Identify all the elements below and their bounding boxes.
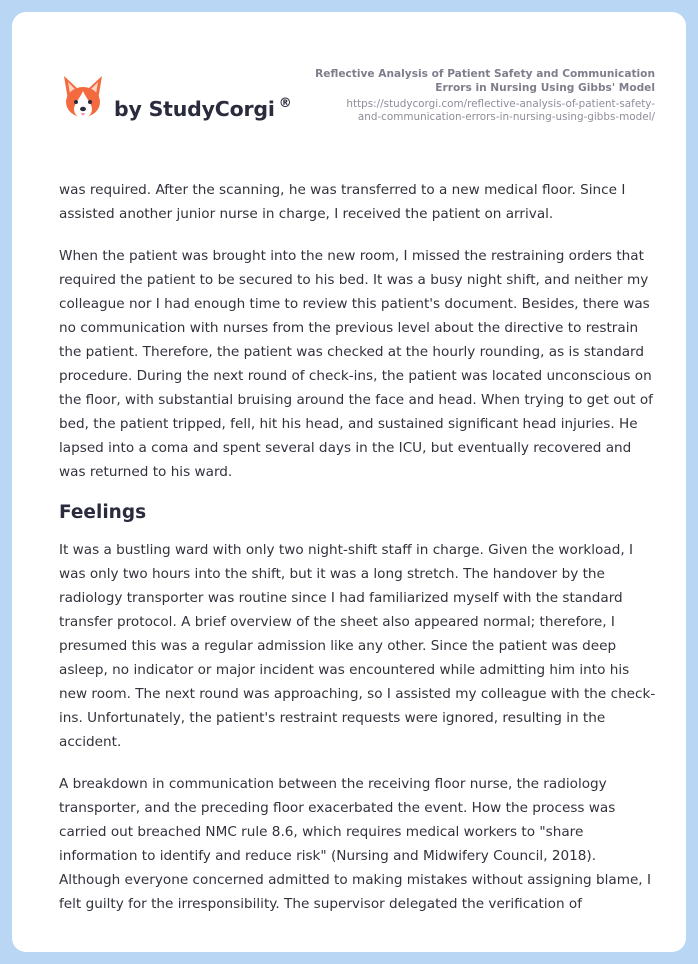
paragraph-3: It was a bustling ward with only two night-shift staff in charge. Given the workload, I was only two hours into the shift, but it was a long stretch. The handover by the radiology transporter was routine since I had familiarized myself with the standard transfer protocol. A brief overview of the sheet also appeared normal; therefore, I presumed this was a regular admission like any other. Since the patient was deep asleep, no indicator or major incident was encountered while admitting him into his new room. The next round was approaching, so I assisted my colleague with the check-ins. Unfortunately, the patient's restraint requests were ignored, resulting in the accident. [59, 542, 656, 750]
document-meta [295, 67, 655, 123]
studycorgi-logo[interactable] [60, 74, 310, 134]
paragraph-1: was required. After the scanning, he was transferred to a new medical floor. Since I assisted another junior nurse in charge, I received the patient on arrival. [59, 182, 626, 222]
paragraph-2: When the patient was brought into the new room, I missed the restraining orders that required the patient to be secured to his bed. It was a busy night shift, and neither my colleague nor I had enough time to review this patient's document. Besides, there was no communication with nurses from the previous level about the directive to restrain the patient. Therefore, the patient was checked at the hourly rounding, as is standard procedure. During the next round of check-ins, the patient was located unconscious on the floor, with substantial bruising around the face and head. When trying to get out of bed, the patient tripped, fell, hit his head, and sustained significant head injuries. He lapsed into a coma and spent several days in the ICU, but eventually recovered and was returned to his ward. [59, 248, 653, 480]
registered-mark: ® [278, 96, 292, 111]
document-url-line-1: https://studycorgi.com/reflective-analysis-of-patient-safety- [346, 98, 655, 110]
document-page [12, 12, 686, 952]
document-url-line-2: and-communication-errors-in-nursing-using-gibbs-model/ [357, 110, 655, 123]
paragraph-4: A breakdown in communication between the receiving floor nurse, the radiology transporter, and the preceding floor exacerbated the event. How the process was carried out breached NMC rule 8.6, which requires medical workers to "share information to identify and reduce risk" (Nursing and Midwifery Council, 2018). Although everyone concerned admitted to making mistakes without assigning blame, I felt guilty for the irresponsibility. The supervisor delegated the verification of [59, 776, 651, 912]
brand-text: by StudyCorgi [114, 97, 275, 121]
document-url[interactable] [295, 98, 655, 123]
section-heading-feelings: Feelings [59, 502, 147, 523]
page-header [12, 12, 686, 152]
document-title-line-2: Errors in Nursing Using Gibbs' Model [435, 82, 655, 94]
corgi-icon [60, 74, 106, 122]
document-title-line-1: Reflective Analysis of Patient Safety and Communication [315, 68, 655, 80]
brand-name [114, 96, 292, 121]
document-title [295, 67, 655, 95]
document-body [59, 178, 659, 934]
